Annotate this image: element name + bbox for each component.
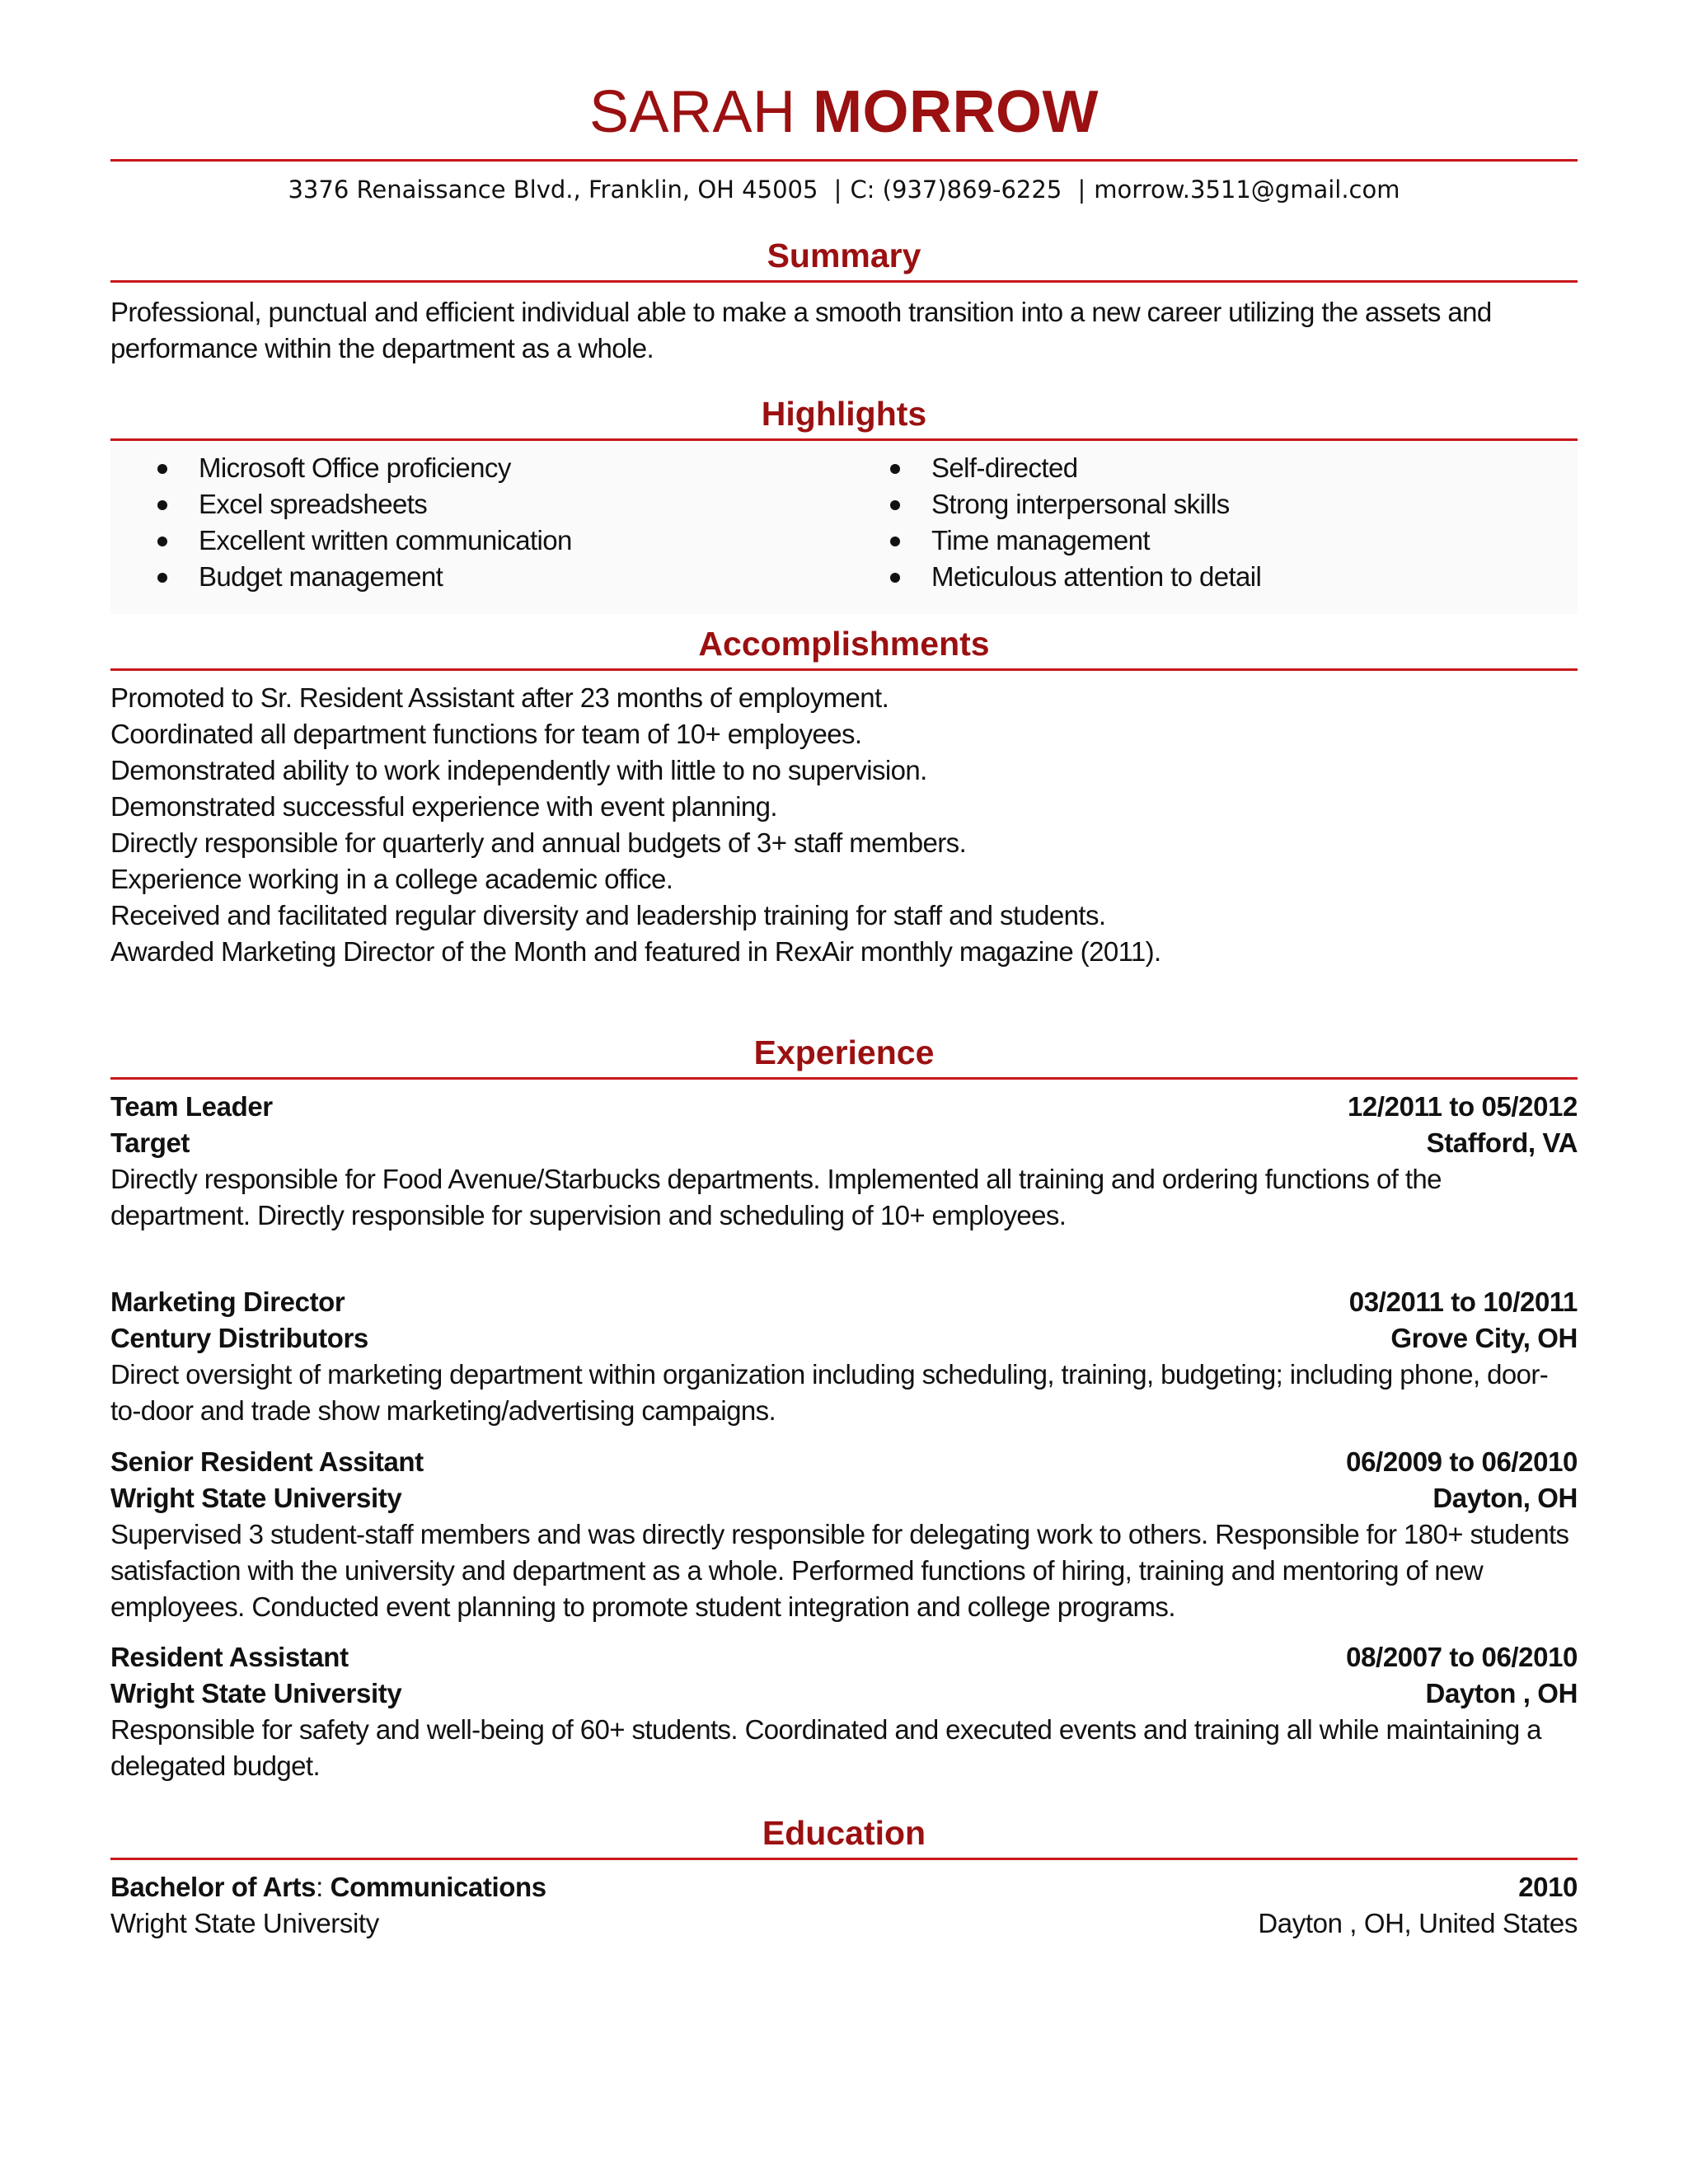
job-company: Wright State University (110, 1678, 402, 1708)
first-name: SARAH (588, 79, 796, 145)
education-entry (110, 1869, 1578, 1942)
highlight-item: Microsoft Office proficiency (110, 450, 836, 486)
highlight-item: Self-directed (843, 450, 1568, 486)
name-divider (110, 159, 1578, 162)
job-entry (110, 1284, 1578, 1429)
job-entry (110, 1444, 1578, 1625)
job-location: Dayton, OH (1432, 1483, 1578, 1513)
job-description: Responsible for safety and well-being of 60+ students. Coordinated and executed events and training all while maintaining a delegated budget. (110, 1714, 1541, 1781)
bullet-icon (157, 537, 167, 546)
accomplishment-item: Demonstrated successful experience with event planning. (110, 791, 777, 822)
section-divider-accomplishments (110, 668, 1578, 671)
section-divider-experience (110, 1077, 1578, 1080)
highlights-right-list (843, 450, 1568, 595)
section-title-highlights: Highlights (761, 395, 927, 433)
candidate-name (110, 73, 1578, 152)
contact-phone: C: (937)869-6225 (850, 176, 1062, 204)
job-description: Direct oversight of marketing department within organization including scheduling, training, budgeting; including phone, door-to-door and trade show marketing/advertising campaigns. (110, 1359, 1549, 1426)
job-title: Resident Assistant (110, 1642, 349, 1672)
bullet-icon (157, 464, 167, 474)
section-title-accomplishments: Accomplishments (698, 625, 990, 663)
contact-email[interactable]: morrow.3511@gmail.com (1094, 176, 1400, 204)
section-divider-summary (110, 280, 1578, 283)
education-degree-line: Bachelor of Arts: Communications (110, 1872, 546, 1902)
job-description: Supervised 3 student-staff members and was directly responsible for delegating work to others. Responsible for 180+ students satisfaction with the university and department as a whole. Performed functions of hiring, training and mentoring of new employees. Conducted event planning to promote student integration and college programs. (110, 1519, 1569, 1622)
contact-separator: | (1077, 176, 1086, 204)
job-dates: 06/2009 to 06/2010 (1346, 1446, 1578, 1477)
section-title-experience: Experience (753, 1033, 935, 1071)
highlights-left-list (110, 450, 836, 595)
job-title: Team Leader (110, 1091, 273, 1122)
accomplishment-item: Coordinated all department functions for team of 10+ employees. (110, 719, 862, 749)
section-divider-education (110, 1858, 1578, 1860)
job-location: Dayton , OH (1425, 1678, 1578, 1708)
degree-field: Communications (330, 1872, 546, 1902)
job-title: Senior Resident Assitant (110, 1446, 424, 1477)
job-description: Directly responsible for Food Avenue/Starbucks departments. Implemented all training and ordering functions of the department. Directly responsible for supervision and scheduling of 10+ employees. (110, 1164, 1442, 1230)
bullet-icon (157, 500, 167, 510)
accomplishment-item: Promoted to Sr. Resident Assistant after 23 months of employment. (110, 682, 889, 713)
accomplishment-item: Demonstrated ability to work independently with little to no supervision. (110, 755, 927, 785)
job-company: Target (110, 1127, 190, 1158)
highlight-item: Time management (843, 523, 1568, 559)
job-dates: 12/2011 to 05/2012 (1347, 1091, 1578, 1122)
bullet-icon (157, 573, 167, 583)
degree: Bachelor of Arts (110, 1872, 316, 1902)
job-company: Wright State University (110, 1483, 402, 1513)
accomplishment-item: Experience working in a college academic office. (110, 864, 673, 894)
accomplishment-item: Awarded Marketing Director of the Month and featured in RexAir monthly magazine (2011). (110, 936, 1161, 967)
highlight-item: Meticulous attention to detail (843, 559, 1568, 595)
bullet-icon (890, 464, 900, 474)
highlight-item: Strong interpersonal skills (843, 486, 1568, 523)
highlight-item: Budget management (110, 559, 836, 595)
school-name: Wright State University (110, 1908, 379, 1938)
accomplishment-item: Directly responsible for quarterly and annual budgets of 3+ staff members. (110, 827, 967, 858)
contact-address: 3376 Renaissance Blvd., Franklin, OH 45005 (288, 176, 818, 204)
section-title-summary: Summary (767, 237, 921, 274)
bullet-icon (890, 500, 900, 510)
job-entry (110, 1089, 1578, 1234)
bullet-icon (890, 573, 900, 583)
graduation-year: 2010 (1518, 1872, 1578, 1902)
accomplishment-item: Received and facilitated regular diversity and leadership training for staff and students. (110, 900, 1106, 930)
job-company: Century Distributors (110, 1323, 368, 1353)
section-title-education: Education (762, 1814, 926, 1852)
highlight-item: Excel spreadsheets (110, 486, 836, 523)
accomplishments-list (110, 680, 1578, 970)
job-entry (110, 1639, 1578, 1784)
job-location: Grove City, OH (1390, 1323, 1578, 1353)
job-location: Stafford, VA (1426, 1127, 1578, 1158)
job-dates: 08/2007 to 06/2010 (1346, 1642, 1578, 1672)
contact-line (110, 173, 1578, 206)
summary-text: Professional, punctual and efficient individual able to make a smooth transition into a new career utilizing the assets and performance within the department as a whole. (110, 297, 1492, 363)
school-location: Dayton , OH, United States (1258, 1908, 1578, 1938)
last-name: MORROW (813, 79, 1099, 145)
job-dates: 03/2011 to 10/2011 (1348, 1286, 1578, 1317)
highlight-item: Excellent written communication (110, 523, 836, 559)
contact-separator: | (833, 176, 842, 204)
job-title: Marketing Director (110, 1286, 345, 1317)
bullet-icon (890, 537, 900, 546)
